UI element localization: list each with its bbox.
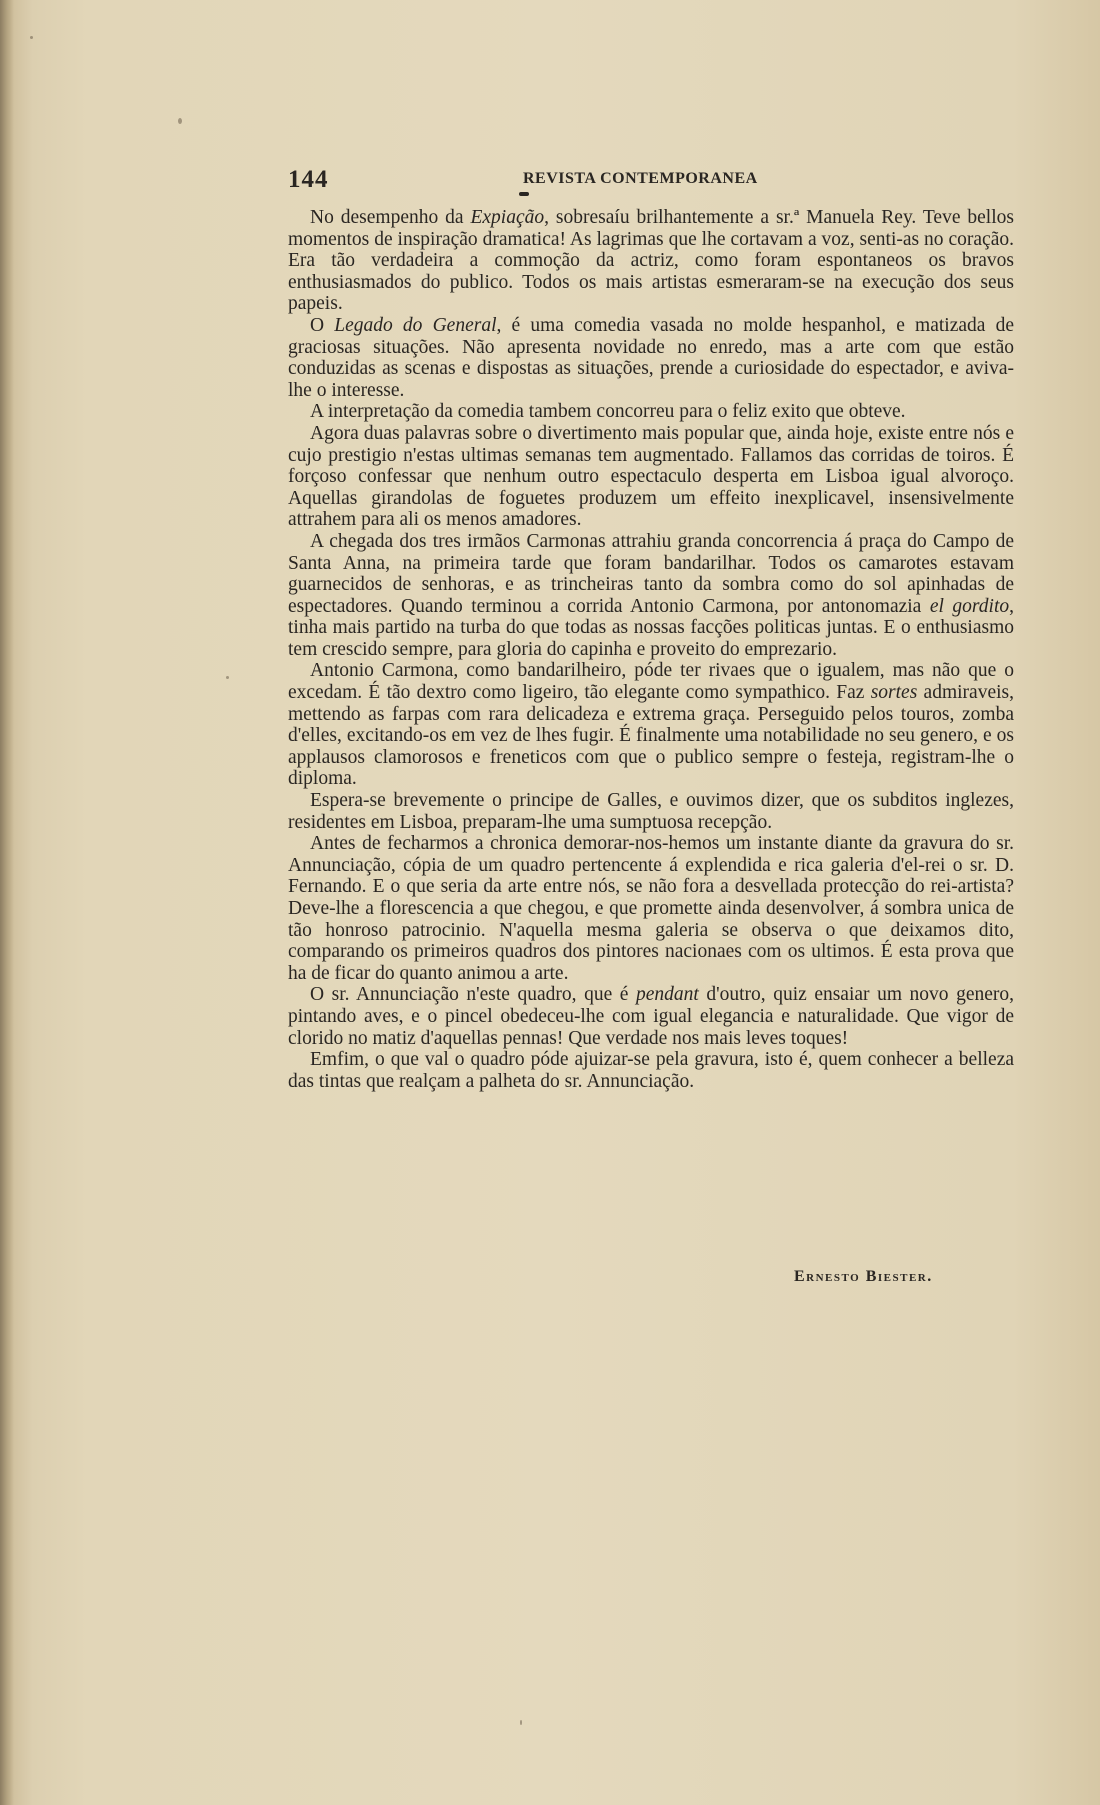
page-header	[288, 166, 978, 192]
article-body	[288, 207, 1014, 1092]
paragraph: O Legado do General, é uma comedia vasada no molde hespanhol, e matizada de graciosas situações. Não apresenta novidade no enredo, mas a arte com que estão conduzidas as scenas e dispostas as situações, prende a curiosidade do espectador, e aviva-lhe o interesse.	[288, 314, 1014, 401]
paragraph: Agora duas palavras sobre o divertimento mais popular que, ainda hoje, existe entre nós e cujo prestigio n'estas ultimas semanas tem augmentado. Fallamos das corridas de toiros. É forçoso confessar que nenhum outro espectaculo desperta em Lisboa igual alvoroço. Aquellas girandolas de foguetes produzem um effeito inexplicavel, insensivelmente attrahem para ali os menos amadores.	[288, 422, 1014, 531]
page-number: 144	[288, 166, 329, 193]
running-title: REVISTA CONTEMPORANEA	[523, 170, 758, 187]
paper-speck	[30, 36, 33, 39]
paragraph: No desempenho da Expiação, sobresaíu brilhantemente a sr.ª Manuela Rey. Teve bellos momentos de inspiração dramatica! As lagrimas que lhe cortavam a voz, senti-as no coração. Era tão verdadeira a commoção da actriz, como foram espontaneos os bravos enthusiasmados do publico. Todos os mais artistas esmeraram-se na execução dos seus papeis.	[288, 207, 1014, 315]
paragraph: O sr. Annunciação n'este quadro, que é pendant d'outro, quiz ensaiar um novo genero, pintando aves, e o pincel obedeceu-lhe com igual elegancia e naturalidade. Que vigor de clorido no matiz d'aquellas pennas! Que verdade nos mais leves toques!	[288, 984, 1015, 1049]
paper-speck	[520, 1720, 522, 1725]
paragraph: A interpretação da comedia tambem concorreu para o feliz exito que obteve.	[310, 401, 906, 423]
paragraph: A chegada dos tres irmãos Carmonas attrahiu granda concorrencia á praça do Campo de Santa Anna, na primeira tarde que foram bandarilhar. Todos os camarotes estavam guarnecidos de senhoras, e as trincheiras tanto da sombra como do sol apinhadas de espectadores. Quando terminou a corrida Antonio Carmona, por antonomazia el gordito, tinha mais partido na turba do que todas as nossas facções politicas juntas. E o enthusiasmo tem crescido sempre, para gloria do capinha e proveito do emprezario.	[288, 530, 1014, 660]
paper-speck	[178, 118, 182, 124]
page-binding-edge	[0, 0, 14, 1805]
paper-speck	[226, 676, 229, 679]
paragraph: Emfim, o que val o quadro póde ajuizar-se pela gravura, isto é, quem conhecer a belleza das tintas que realçam a palheta do sr. Annunciação.	[288, 1049, 1014, 1092]
paragraph: Antonio Carmona, como bandarilheiro, póde ter rivaes que o igualem, mas não que o excedam. É tão dextro como ligeiro, tão elegante como sympathico. Faz sortes admiraveis, mettendo as farpas com rara delicadeza e extrema graça. Perseguido pelos touros, zomba d'elles, excitando-os em vez de lhes fugir. É finalmente uma notabilidade no seu genero, e os applausos clamorosos e freneticos com que o publico sempre o festeja, registram-lhe o diploma.	[288, 660, 1014, 790]
paragraph: Espera-se brevemente o principe de Galles, e ouvimos dizer, que os subditos inglezes, residentes em Lisboa, preparam-lhe uma sumptuosa recepção.	[288, 790, 1014, 833]
author-signature: Ernesto Biester.	[794, 1268, 933, 1285]
paragraph: Antes de fecharmos a chronica demorar-nos-hemos um instante diante da gravura do sr. Annunciação, cópia de um quadro pertencente á explendida e rica galeria d'el-rei o sr. D. Fernando. E o que seria da arte entre nós, se não fora a desvellada protecção do rei-artista? Deve-lhe a florescencia a que chegou, e que promette ainda desenvolver, á sombra unica de tão honroso patrocinio. N'aquella mesma galeria se observa o que deixamos dito, comparando os primeiros quadros dos pintores nacionaes com os ultimos. É esta prova que ha de ficar do quanto animou a arte.	[288, 833, 1014, 984]
